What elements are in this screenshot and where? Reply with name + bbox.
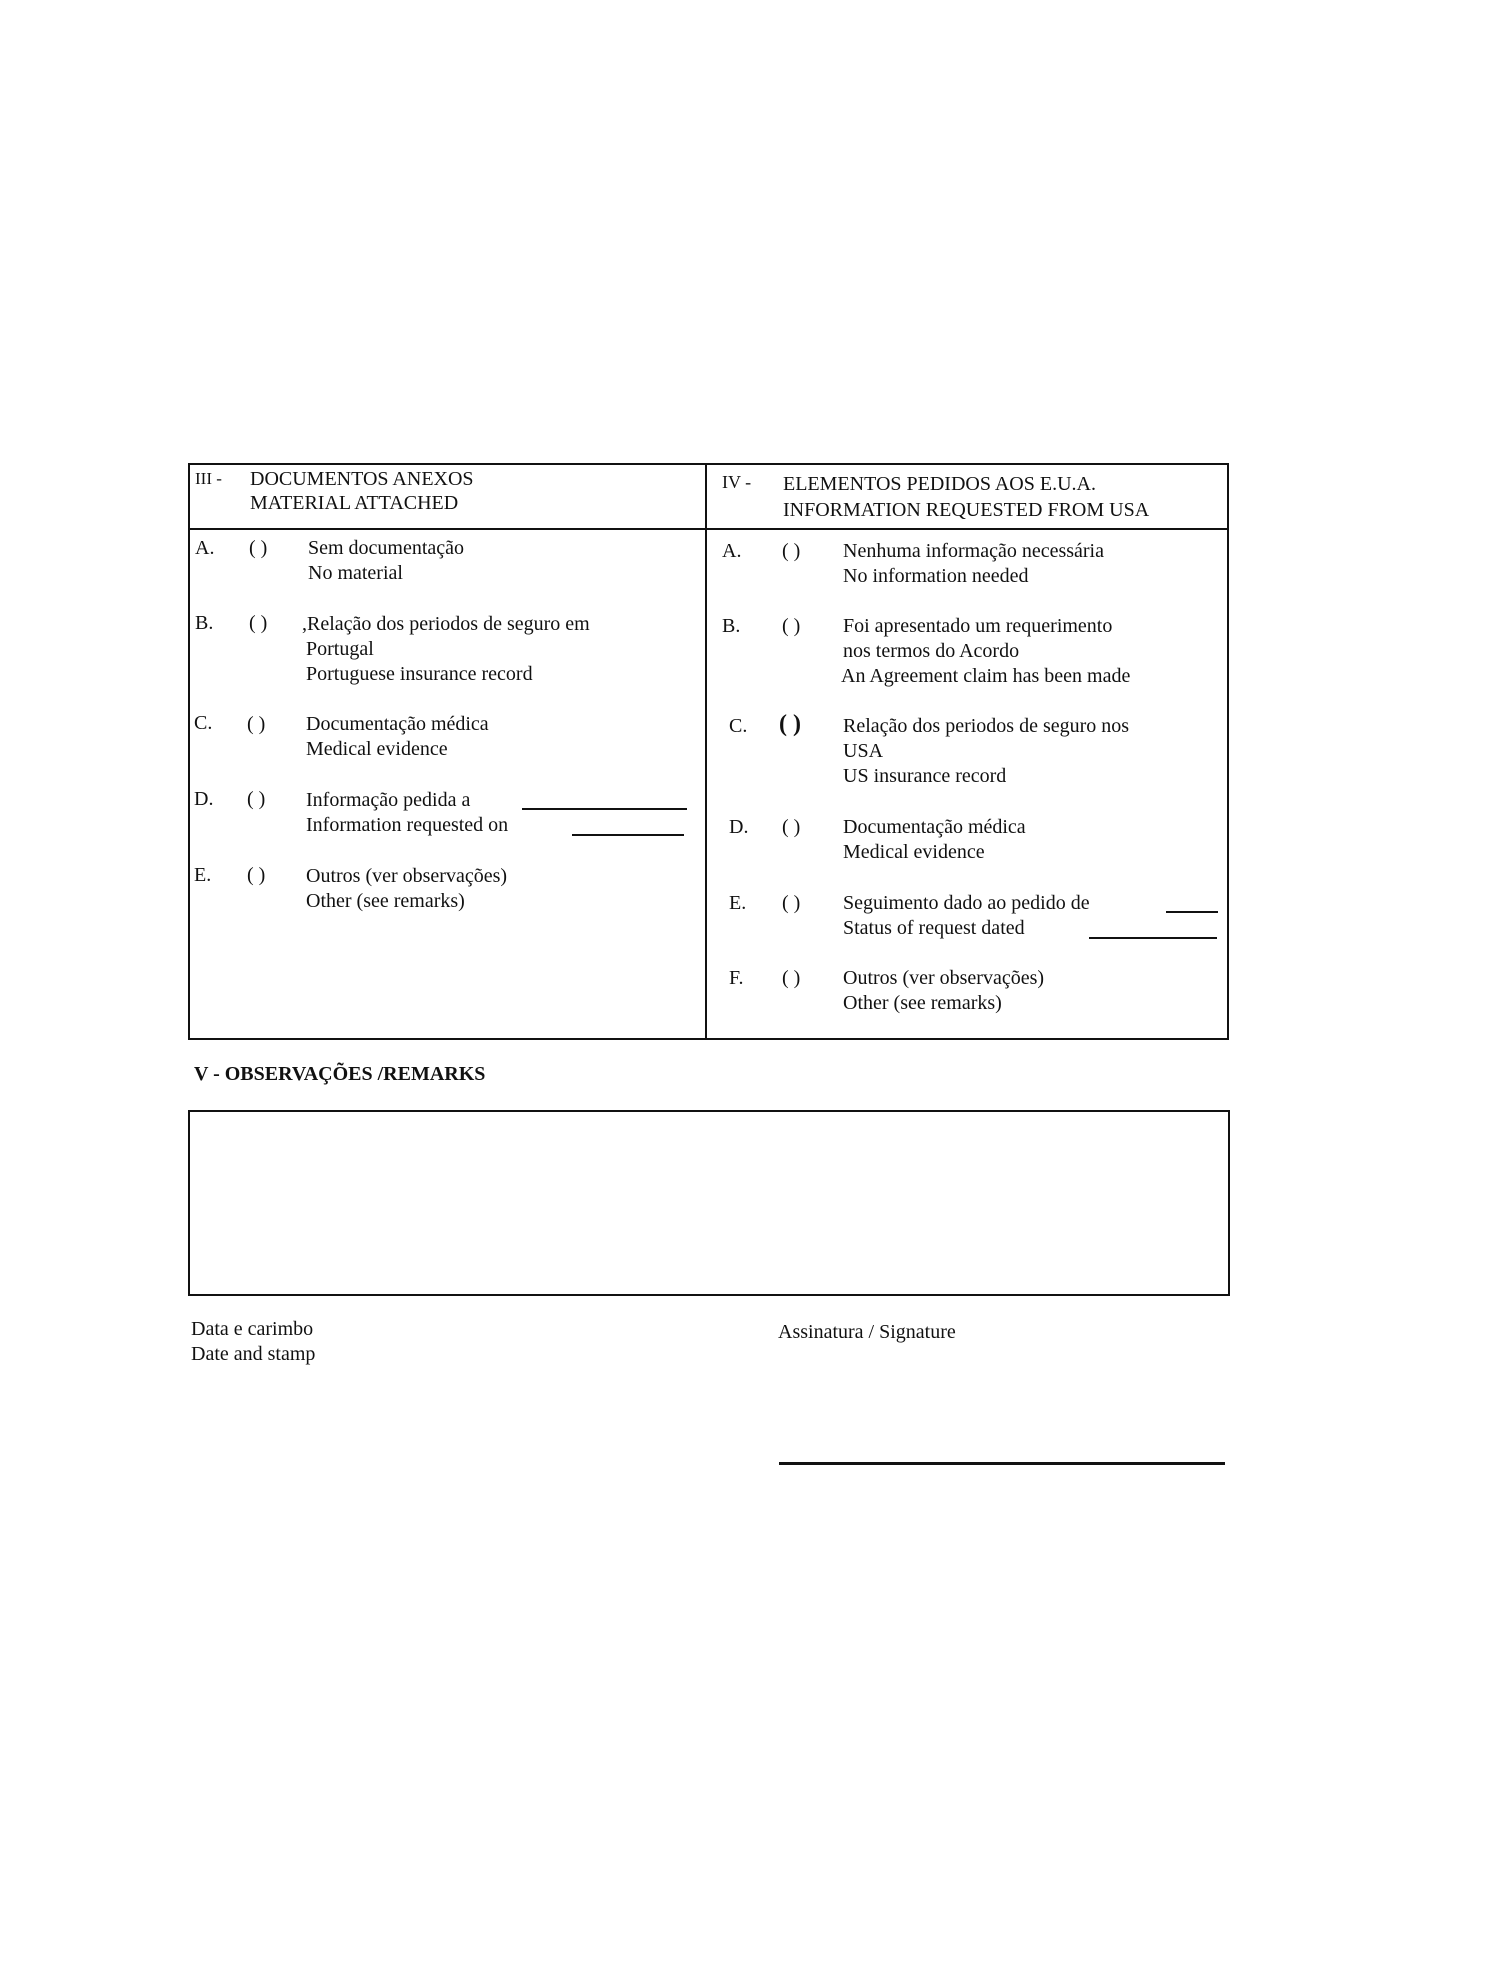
signature-label: Assinatura / Signature [778,1321,956,1343]
section-iii-number: III - [195,469,222,488]
iv-e-blank-2[interactable] [1089,937,1217,939]
iii-a-label-pt: Sem documentação [308,537,465,559]
signature-line[interactable] [779,1462,1225,1465]
iv-e-label-pt: Seguimento dado ao pedido de [843,892,1090,914]
iv-a-label-en: No information needed [843,565,1029,587]
header-divider-right [705,528,1229,530]
iv-f-letter: F. [729,967,744,989]
iii-c-letter: C. [194,712,213,734]
iv-f-checkbox[interactable]: ( ) [782,967,801,989]
iv-b-label-pt-1: Foi apresentado um requerimento [843,615,1113,637]
iii-e-checkbox[interactable]: ( ) [247,864,266,886]
iv-c-label-en: US insurance record [843,765,1007,787]
iv-c-label-pt: Relação dos periodos de seguro nos [843,715,1130,737]
iv-f-label-pt: Outros (ver observações) [843,967,1045,989]
iv-b-label-en: An Agreement claim has been made [841,665,1131,687]
iv-a-letter: A. [722,540,742,562]
iv-a-label-pt: Nenhuma informação necessária [843,540,1104,562]
iii-d-label-pt: Informação pedida a [306,789,471,811]
iii-e-label-pt: Outros (ver observações) [306,865,508,887]
iv-b-label-pt-2: nos termos do Acordo [843,640,1020,662]
column-divider [705,463,707,1040]
iii-b-label-pt-2: Portugal [306,638,374,660]
iv-d-label-pt: Documentação médica [843,816,1026,838]
iii-a-letter: A. [195,537,215,559]
iv-b-checkbox[interactable]: ( ) [782,615,801,637]
iv-e-letter: E. [729,892,747,914]
iv-c-letter: C. [729,715,748,737]
section-v-title: V - OBSERVAÇÕES /REMARKS [194,1063,486,1085]
iv-d-checkbox[interactable]: ( ) [782,816,801,838]
iv-e-blank-1[interactable] [1166,911,1218,913]
iii-d-checkbox[interactable]: ( ) [247,788,266,810]
iv-c-checkbox[interactable]: ( ) [779,711,801,737]
section-iii-title-en: MATERIAL ATTACHED [250,492,459,514]
iii-a-label-en: No material [308,562,403,584]
iii-c-label-pt: Documentação médica [306,713,489,735]
iii-c-label-en: Medical evidence [306,738,448,760]
section-iii-title-pt: DOCUMENTOS ANEXOS [250,468,474,490]
iii-d-label-en: Information requested on [306,814,509,836]
iv-e-label-en: Status of request dated [843,917,1025,939]
iii-d-letter: D. [194,788,214,810]
date-label-en: Date and stamp [191,1343,316,1365]
section-iv-number: IV - [722,472,752,492]
iv-b-letter: B. [722,615,741,637]
iii-b-letter: B. [195,612,214,634]
iv-e-checkbox[interactable]: ( ) [782,892,801,914]
iv-c-label-usa: USA [843,740,884,762]
iii-b-checkbox[interactable]: ( ) [249,612,268,634]
header-divider-left [188,528,706,530]
section-iv-title-en: INFORMATION REQUESTED FROM USA [783,499,1150,521]
iii-d-blank-2[interactable] [572,834,684,836]
date-label-pt: Data e carimbo [191,1318,314,1340]
iv-d-letter: D. [729,816,749,838]
iii-c-checkbox[interactable]: ( ) [247,713,266,735]
iii-b-label-pt-1: ,Relação dos periodos de seguro em [302,613,590,635]
remarks-box[interactable] [188,1110,1230,1296]
iii-e-label-en: Other (see remarks) [306,890,465,912]
iv-a-checkbox[interactable]: ( ) [782,540,801,562]
iii-e-letter: E. [194,864,212,886]
section-iv-title-pt: ELEMENTOS PEDIDOS AOS E.U.A. [783,473,1096,495]
iii-b-label-en: Portuguese insurance record [306,663,533,685]
iv-f-label-en: Other (see remarks) [843,992,1002,1014]
iii-a-checkbox[interactable]: ( ) [249,537,268,559]
iii-d-blank-1[interactable] [522,808,687,810]
iv-d-label-en: Medical evidence [843,841,985,863]
